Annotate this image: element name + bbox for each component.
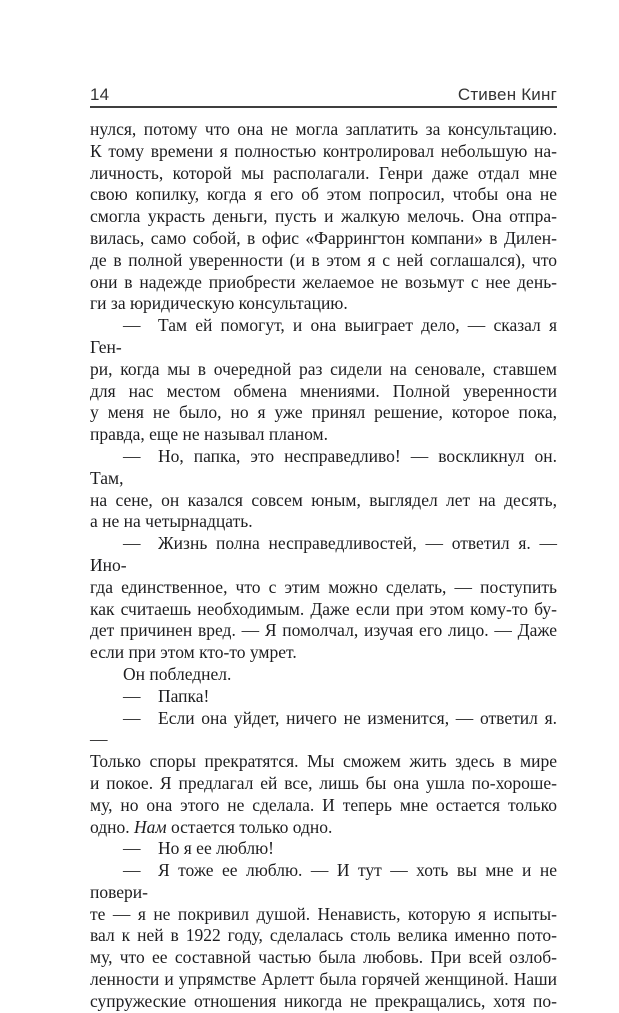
- text-line: у меня не было, но я уже принял решение, которое пока,: [90, 402, 557, 423]
- text-line: для нас местом обмена мнениями. Полной уверенности: [90, 380, 557, 401]
- text-line: му, но она этого не сделала. И теперь мне остается только: [90, 794, 557, 815]
- paragraph: [90, 533, 557, 664]
- header-rule: [90, 106, 557, 108]
- text-line: если при этом кто-то умрет.: [90, 642, 297, 663]
- text-line: [90, 817, 557, 839]
- text-line: ленности и упрямстве Арлетт была горячей женщиной. Наши: [90, 969, 557, 990]
- text-line: гда единственное, что с этим можно сделать, — поступить: [90, 576, 557, 597]
- text-line: а не на четырнадцать.: [90, 511, 253, 532]
- paragraph: [90, 838, 557, 860]
- text-line: — Но, папка, это несправедливо! — воскликнул он. Там,: [90, 445, 557, 488]
- paragraph: [90, 686, 557, 708]
- text-line: дет причинен вред. — Я помолчал, изучая его лицо. — Даже: [90, 620, 557, 641]
- text-line: вал к ней в 1922 году, сделалась столь велика именно пото-: [90, 925, 557, 946]
- text-line: вилась, само собой, в офис «Фаррингтон компани» в Дилен-: [90, 227, 557, 248]
- text-line: свою копилку, когда я его об этом попросил, чтобы она не: [90, 184, 557, 205]
- text-line: — Но я ее люблю!: [123, 838, 275, 859]
- text-line: К тому времени я полностью контролировал небольшую на-: [90, 140, 557, 161]
- text-line: му, что ее составной частью была любовь. При всей озлоб-: [90, 947, 557, 968]
- paragraph: [90, 860, 557, 1013]
- text-line: де в полной уверенности (и в этом я с ней соглашался), что: [90, 249, 557, 270]
- text-line: — Папка!: [123, 685, 210, 706]
- paragraph: [90, 119, 557, 315]
- page-number: 14: [90, 85, 110, 104]
- text-line: правда, еще не называл планом.: [90, 424, 328, 445]
- text-line: на сене, он казался совсем юным, выглядел лет на десять,: [90, 489, 557, 510]
- text-line: — Если она уйдет, ничего не изменится, — ответил я. —: [90, 707, 557, 750]
- paragraph: [90, 315, 557, 446]
- text-segment: одно.: [90, 816, 135, 837]
- paragraph: [90, 664, 557, 686]
- text-line: личность, которой мы располагали. Генри даже отдал мне: [90, 162, 557, 183]
- paragraph: [90, 446, 557, 533]
- text-line: Он побледнел.: [123, 663, 232, 684]
- text-line: те — я не покривил душой. Ненависть, которую я испыты-: [90, 903, 557, 924]
- text-line: они в надежде приобрести желаемое не возьмут с нее день-: [90, 271, 557, 292]
- text-line: ги за юридическую консультацию.: [90, 293, 348, 314]
- text-line: — Там ей помогут, и она выиграет дело, — сказал я Ген-: [90, 315, 557, 357]
- text-line: как считаешь необходимым. Даже если при этом кому-то бу-: [90, 598, 557, 619]
- text-line: и покое. Я предлагал ей все, лишь бы она ушла по-хороше-: [90, 772, 557, 793]
- text-segment: остается только одно.: [166, 816, 333, 837]
- text-line: — Я тоже ее люблю. — И тут — хоть вы мне и не повери-: [90, 860, 557, 902]
- text-line: нулся, потому что она не могла заплатить за консультацию.: [90, 119, 557, 139]
- text-line: смогла украсть деньги, пусть и жалкую мелочь. Она отпра-: [90, 206, 557, 227]
- text-line: ри, когда мы в очередной раз сидели на сеновале, ставшем: [90, 358, 557, 379]
- text-line: супружеские отношения никогда не прекращались, хотя по-: [90, 990, 557, 1011]
- running-title: Стивен Кинг: [457, 85, 557, 104]
- text-line: — Жизнь полна несправедливостей, — ответил я. — Ино-: [90, 533, 557, 575]
- text-block: [90, 119, 557, 1013]
- paragraph: [90, 708, 557, 839]
- text-line: Только споры прекратятся. Мы сможем жить здесь в мире: [90, 751, 557, 772]
- running-header: [90, 85, 557, 105]
- italic-text: Нам: [134, 816, 167, 837]
